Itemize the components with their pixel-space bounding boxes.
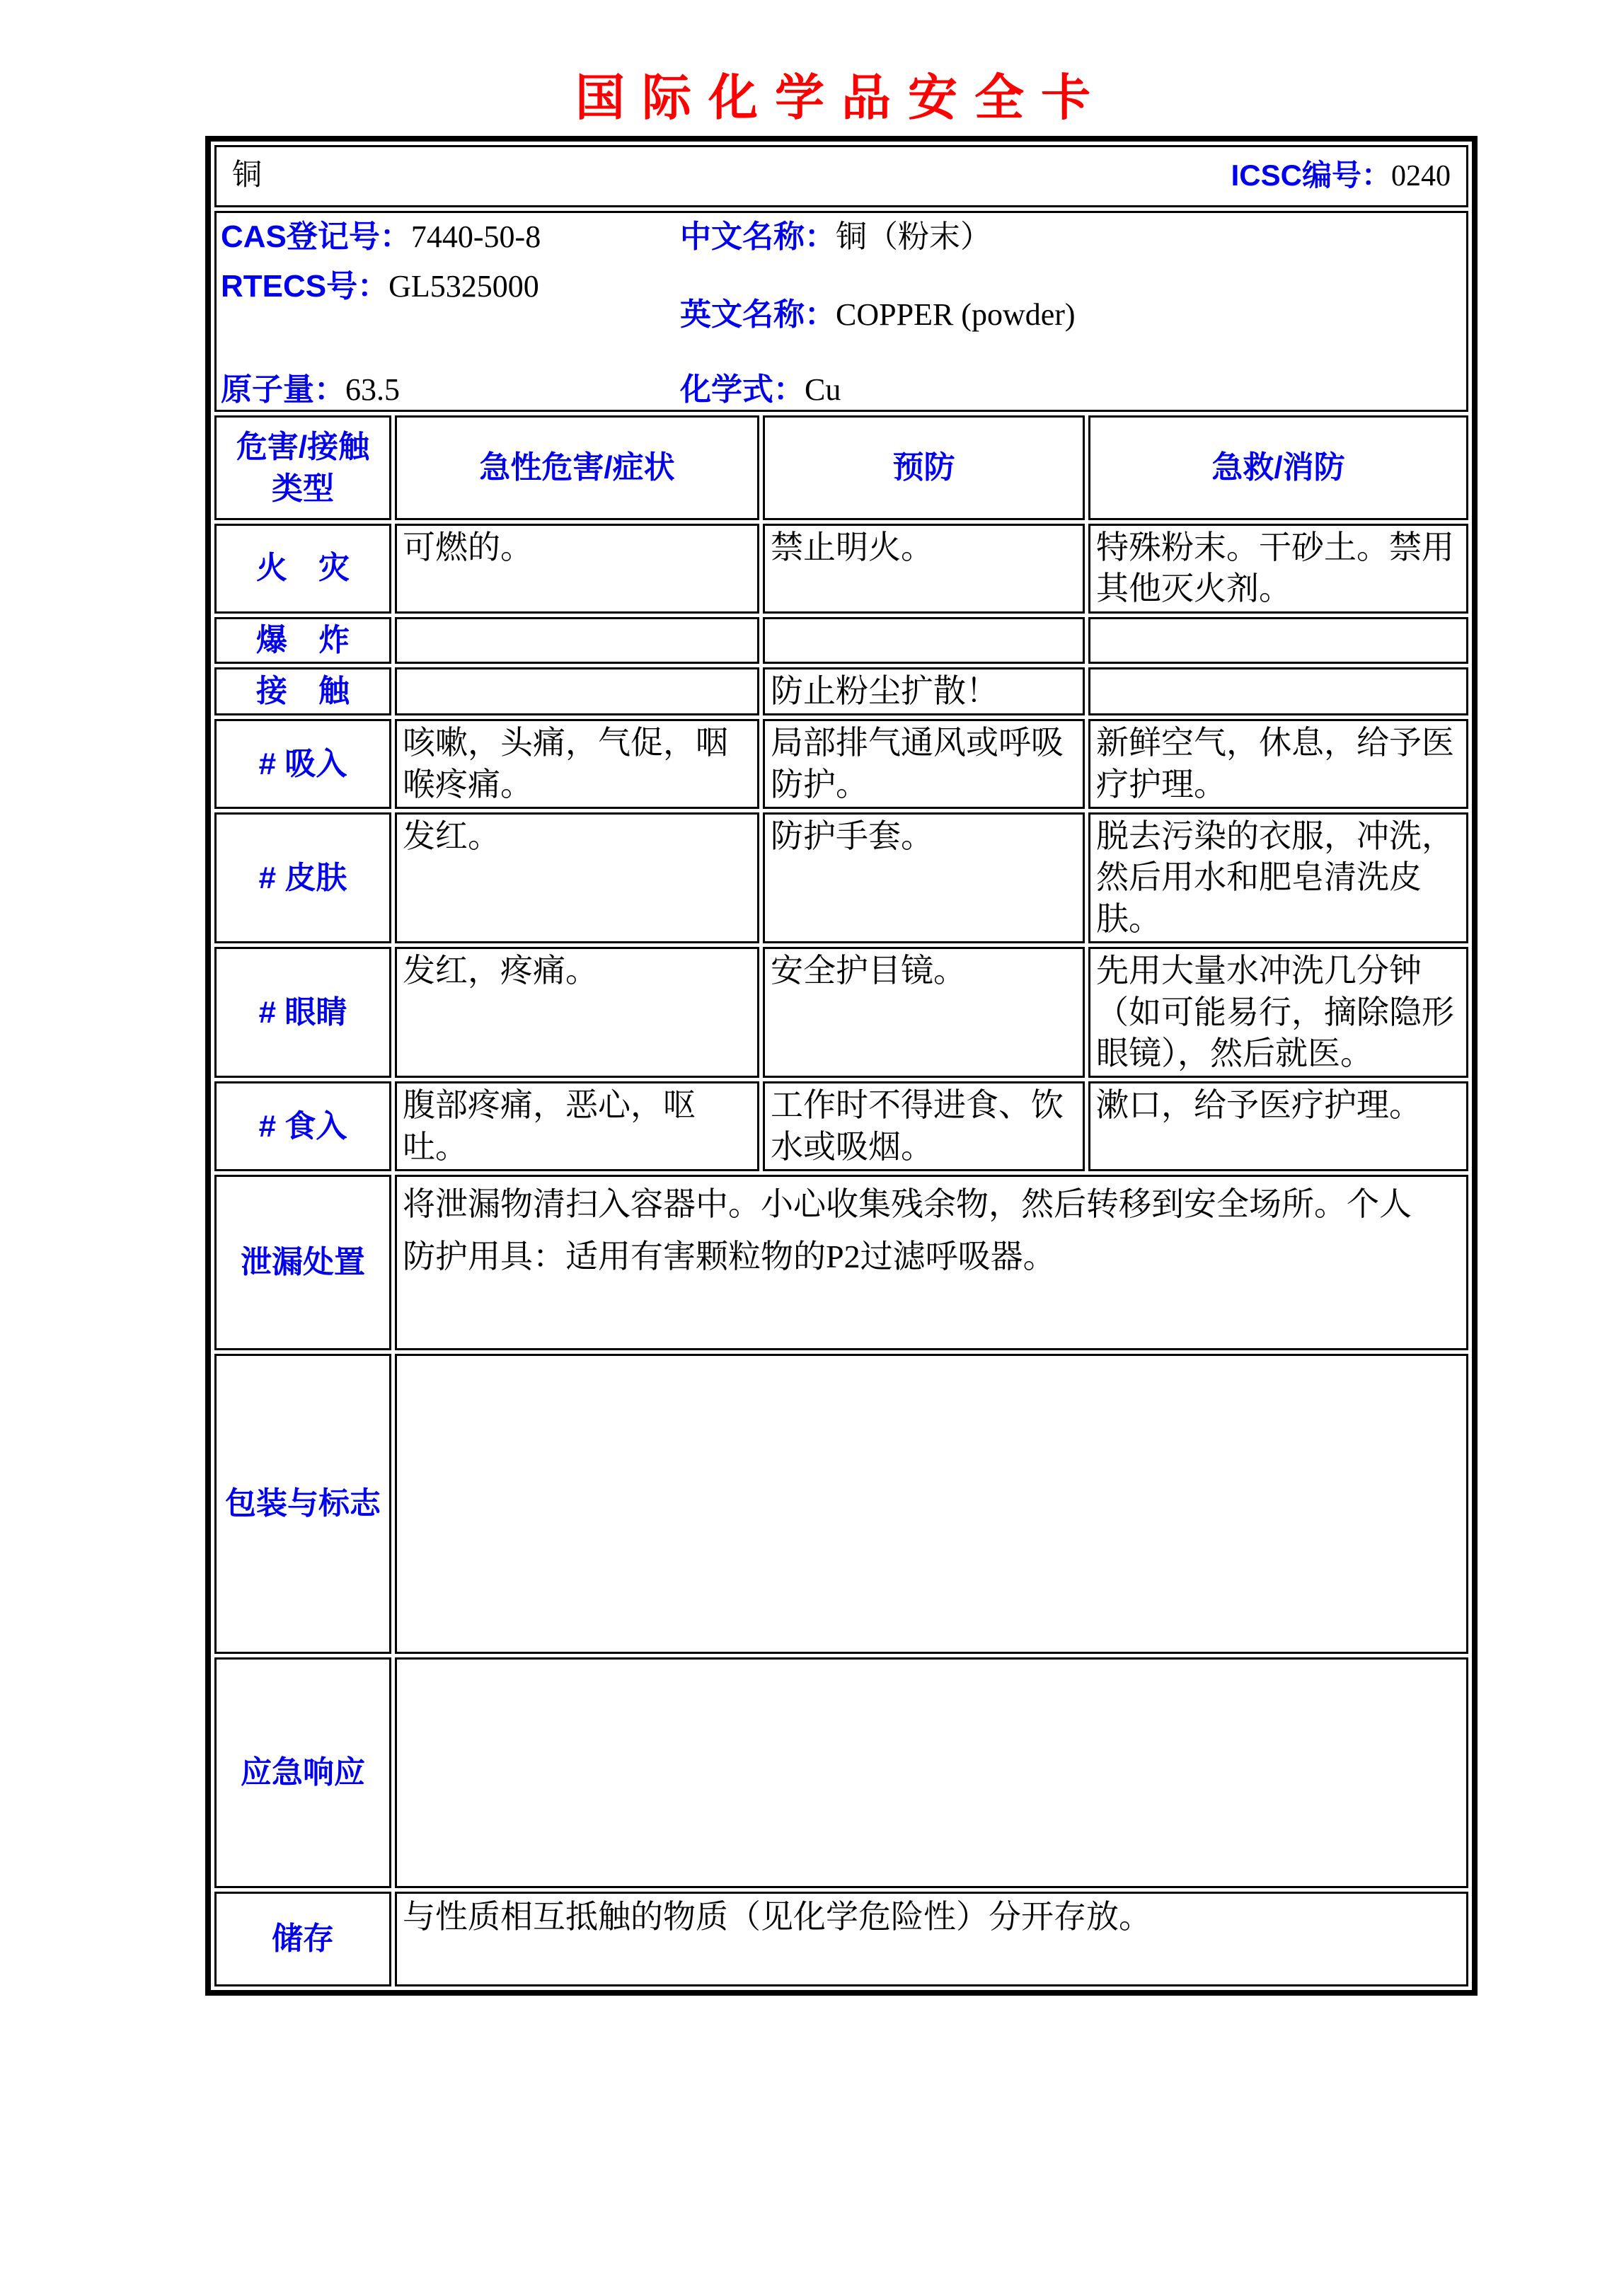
eyes-row-label: # 眼睛: [214, 947, 391, 1078]
exposure-row-label: 接 触: [214, 667, 391, 715]
storage-content-cell: 与性质相互抵触的物质（见化学危险性）分开存放。: [395, 1892, 1468, 1986]
rtecs-number-value: GL5325000: [388, 269, 539, 304]
fire-prevention-cell: 禁止明火。: [763, 524, 1085, 614]
icsc-number-label: ICSC编号：: [1231, 159, 1391, 192]
atomic-weight-line: [221, 370, 400, 410]
substance-header-row: [214, 145, 1468, 207]
exposure-symptoms-cell: [395, 667, 759, 715]
spillage-content-cell: 将泄漏物清扫入容器中。小心收集残余物，然后转移到安全场所。个人防护用具：适用有害颗粒物的P2过滤呼吸器。: [395, 1175, 1468, 1350]
atomic-weight-value: 63.5: [345, 372, 400, 407]
atomic-weight-label: 原子量：: [221, 372, 345, 407]
substance-header-cell: [214, 145, 1468, 207]
fire-first-aid-cell: 特殊粉末。干砂土。禁用其他灭火剂。: [1088, 524, 1468, 614]
identifiers-cell: [214, 211, 1468, 412]
inhalation-symptoms-cell: 咳嗽，头痛，气促，咽喉疼痛。: [395, 719, 759, 809]
english-name-line: [680, 295, 1076, 335]
explosion-first-aid-cell: [1088, 617, 1468, 664]
cas-number-label: CAS登记号：: [221, 219, 411, 254]
explosion-row: [214, 617, 1468, 664]
skin-symptoms-cell: 发红。: [395, 812, 759, 943]
hazard-type-header-cell: [214, 415, 391, 520]
page-title: 国际化学品安全卡: [575, 70, 1107, 125]
explosion-symptoms-cell: [395, 617, 759, 664]
packaging-row-label: 包装与标志: [214, 1354, 391, 1654]
emergency-content-cell: [395, 1657, 1468, 1888]
inhalation-first-aid-cell: 新鲜空气，休息，给予医疗护理。: [1088, 719, 1468, 809]
skin-row: [214, 812, 1468, 943]
storage-row: [214, 1892, 1468, 1986]
eyes-first-aid-cell: 先用大量水冲洗几分钟（如可能易行，摘除隐形眼镜），然后就医。: [1088, 947, 1468, 1078]
emergency-row: [214, 1657, 1468, 1888]
hazard-type-header-line2: 类型: [272, 471, 334, 506]
symptoms-header-cell: 急性危害/症状: [395, 415, 759, 520]
packaging-row: [214, 1354, 1468, 1654]
eyes-prevention-cell: 安全护目镜。: [763, 947, 1085, 1078]
cas-number-line: [221, 217, 541, 257]
cas-number-value: 7440-50-8: [410, 219, 541, 254]
ingestion-first-aid-cell: 漱口，给予医疗护理。: [1088, 1081, 1468, 1171]
icsc-card-table: [205, 136, 1478, 1996]
rtecs-number-line: [221, 267, 539, 306]
substance-name: 铜: [232, 159, 263, 192]
exposure-row: [214, 667, 1468, 715]
skin-prevention-cell: 防护手套。: [763, 812, 1085, 943]
storage-row-label: 储存: [214, 1892, 391, 1986]
exposure-prevention-cell: 防止粉尘扩散！: [763, 667, 1085, 715]
emergency-row-label: 应急响应: [214, 1657, 391, 1888]
english-name-label: 英文名称：: [680, 297, 836, 332]
skin-first-aid-cell: 脱去污染的衣服，冲洗，然后用水和肥皂清洗皮肤。: [1088, 812, 1468, 943]
spillage-row-label: 泄漏处置: [214, 1175, 391, 1350]
icsc-number-value: 0240: [1391, 160, 1451, 193]
eyes-row: [214, 947, 1468, 1078]
fire-symptoms-cell: 可燃的。: [395, 524, 759, 614]
identifiers-row: [214, 211, 1468, 412]
rtecs-number-label: RTECS号：: [221, 269, 389, 304]
fire-row: [214, 524, 1468, 614]
chemical-formula-label: 化学式：: [680, 372, 805, 407]
skin-row-label: # 皮肤: [214, 812, 391, 943]
fire-row-label: 火 灾: [214, 524, 391, 614]
ingestion-row-label: # 食入: [214, 1081, 391, 1171]
first-aid-header-cell: 急救/消防: [1088, 415, 1468, 520]
chinese-name-line: [680, 217, 991, 257]
chinese-name-value: 铜（粉末）: [836, 219, 991, 254]
inhalation-row-label: # 吸入: [214, 719, 391, 809]
english-name-value: COPPER (powder): [836, 297, 1076, 332]
icsc-number: [1231, 156, 1451, 195]
packaging-content-cell: [395, 1354, 1468, 1654]
spillage-row: [214, 1175, 1468, 1350]
prevention-header-cell: 预防: [763, 415, 1085, 520]
ingestion-symptoms-cell: 腹部疼痛，恶心，呕吐。: [395, 1081, 759, 1171]
eyes-symptoms-cell: 发红，疼痛。: [395, 947, 759, 1078]
exposure-first-aid-cell: [1088, 667, 1468, 715]
inhalation-row: [214, 719, 1468, 809]
explosion-row-label: 爆 炸: [214, 617, 391, 664]
chemical-formula-value: Cu: [805, 372, 841, 407]
chemical-formula-line: [680, 370, 841, 410]
inhalation-prevention-cell: 局部排气通风或呼吸防护。: [763, 719, 1085, 809]
ingestion-prevention-cell: 工作时不得进食、饮水或吸烟。: [763, 1081, 1085, 1171]
ingestion-row: [214, 1081, 1468, 1171]
hazard-type-header-line1: 危害/接触: [236, 429, 370, 464]
chinese-name-label: 中文名称：: [680, 219, 836, 254]
hazard-table-header-row: [214, 415, 1468, 520]
explosion-prevention-cell: [763, 617, 1085, 664]
